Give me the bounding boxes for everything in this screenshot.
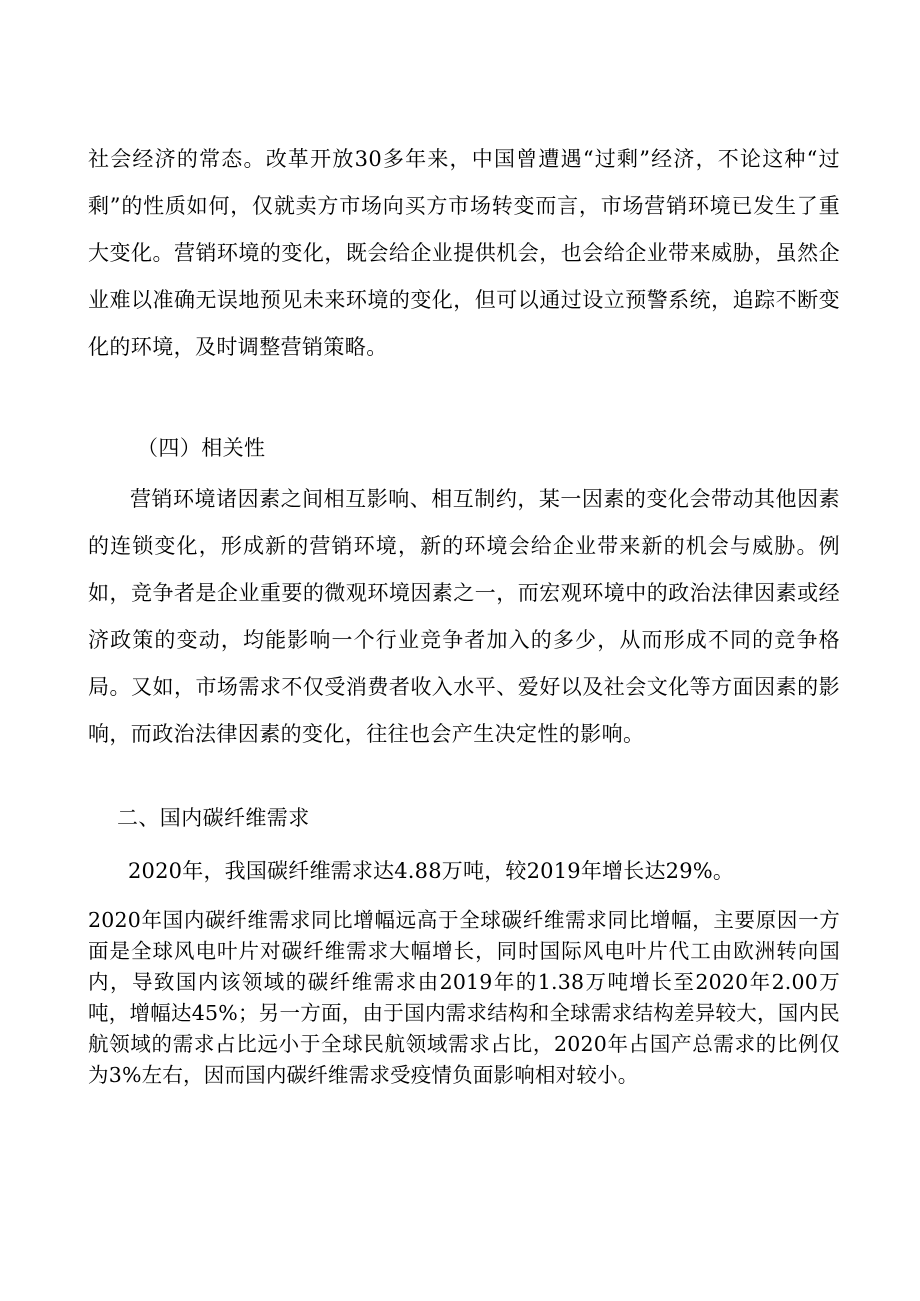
paragraph-relevance: 营销环境诸因素之间相互影响、相互制约，某一因素的变化会带动其他因素的连锁变化，形成新的营销环境，新的环境会给企业带来新的机会与威胁。例如，竞争者是企业重要的微观环境因素之一，而宏观环境中的政治法律因素或经济政策的变动，均能影响一个行业竞争者加入的多少，从而形成不同的竞争格局。又如，市场需求不仅受消费者收入水平、爱好以及社会文化等方面因素的影响，而政治法律因素的变化，往往也会产生决定性的影响。 [88, 487, 840, 746]
paragraph-demand-detail: 2020年国内碳纤维需求同比增幅远高于全球碳纤维需求同比增幅，主要原因一方面是全球风电叶片对碳纤维需求大幅增长，同时国际风电叶片代工由欧洲转向国内，导致国内该领域的碳纤维需求由2019年的1.38万吨增长至2020年2.00万吨，增幅达45%；另一方面，由于国内需求结构和全球需求结构差异较大，国内民航领域的需求占比远小于全球民航领域需求占比，2020年占国产总需求的比例仅为3%左右，因而国内碳纤维需求受疫情负面影响相对较小。 [88, 908, 840, 1087]
paragraph-continuation: 社会经济的常态。改革开放30多年来，中国曾遭遇“过剩”经济，不论这种“过剩”的性质如何，仅就卖方市场向买方市场转变而言，市场营销环境已发生了重大变化。营销环境的变化，既会给企业提供机会，也会给企业带来威胁，虽然企业难以准确无误地预见未来环境的变化，但可以通过设立预警系统，追踪不断变化的环境，及时调整营销策略。 [88, 147, 840, 359]
paragraph-demand-summary: 2020年，我国碳纤维需求达4.88万吨，较2019年增长达29%。 [128, 859, 735, 883]
section-heading-domestic-carbon-fiber-demand: 二、国内碳纤维需求 [117, 806, 310, 830]
subheading-relevance: （四）相关性 [137, 436, 266, 460]
